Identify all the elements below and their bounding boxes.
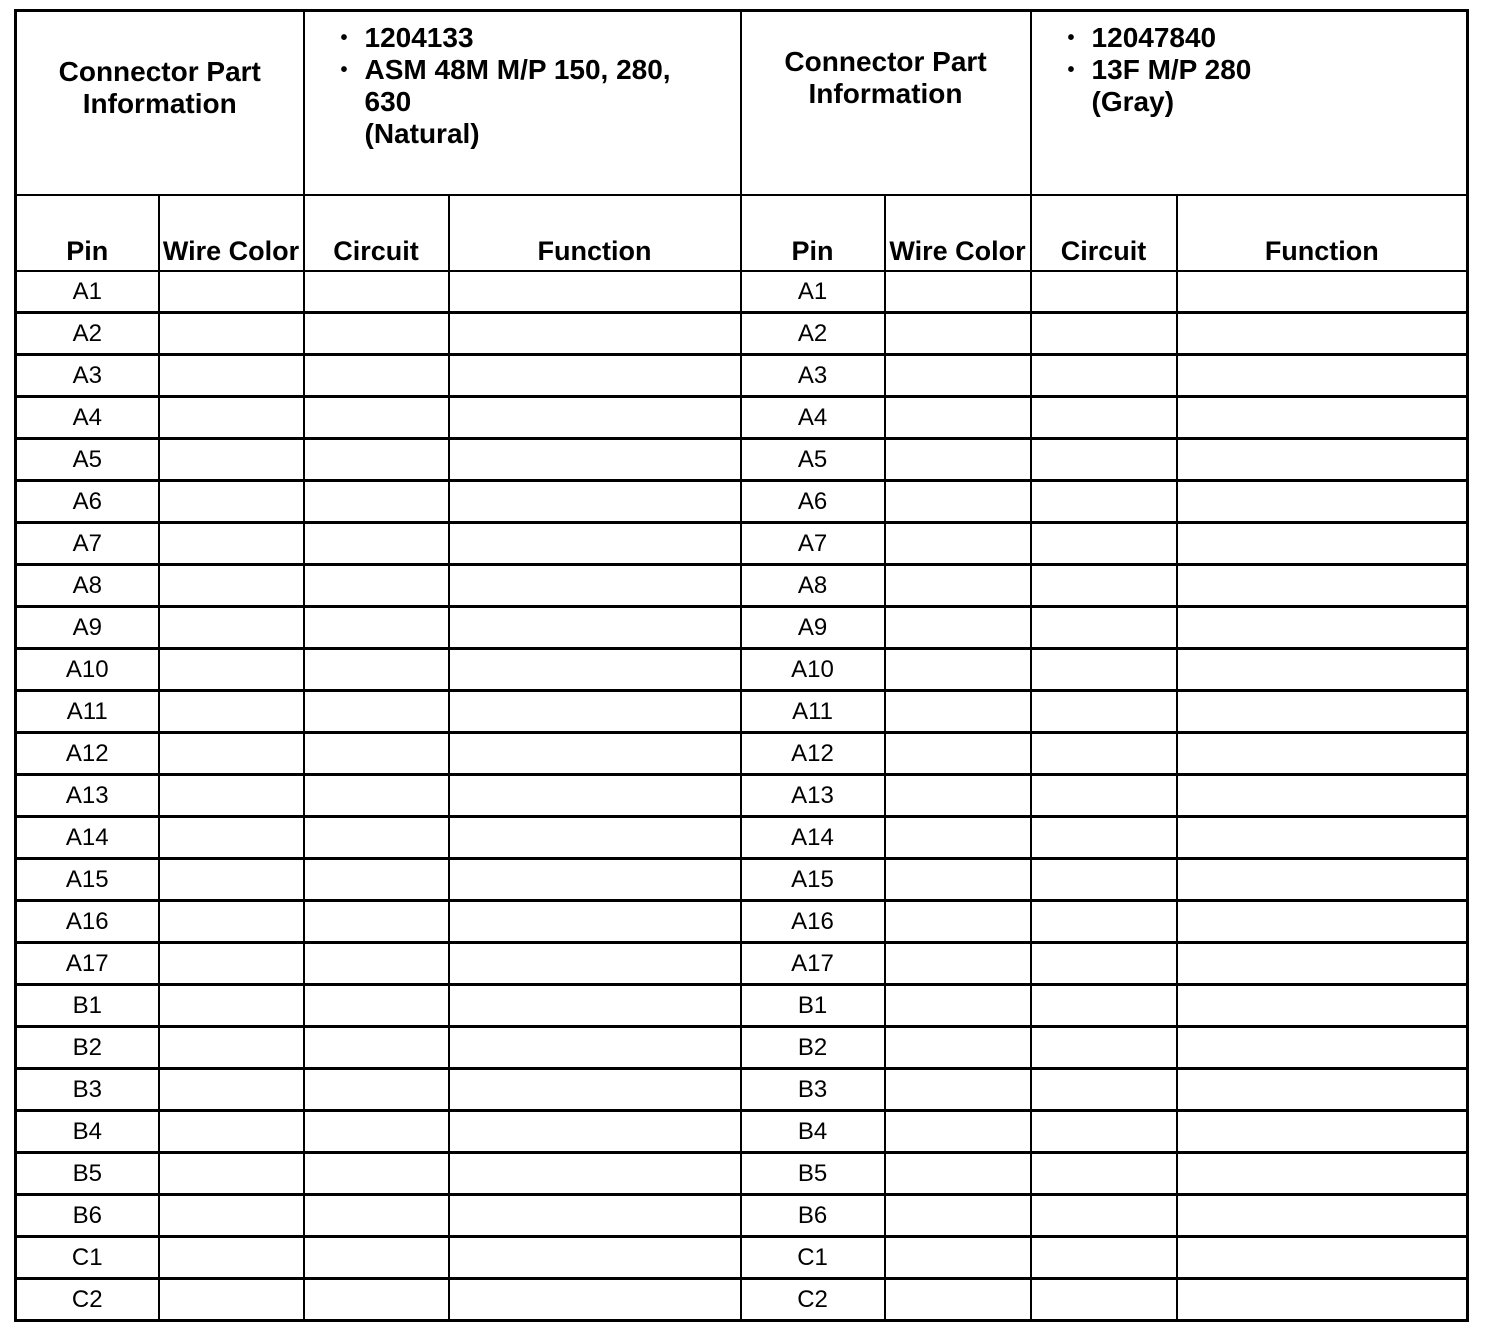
wire-color-cell-right <box>885 565 1031 607</box>
function-cell-right <box>1177 691 1468 733</box>
pin-cell-right: A1 <box>741 271 885 313</box>
part-detail-text: 1204133 <box>364 22 474 53</box>
wire-color-cell-left <box>159 565 304 607</box>
bullet-icon: • <box>1067 27 1075 49</box>
pin-cell-right: A5 <box>741 439 885 481</box>
circuit-cell-left <box>304 985 449 1027</box>
circuit-cell-right <box>1031 733 1177 775</box>
pin-cell-left: B4 <box>16 1111 159 1153</box>
header-function-left: Function <box>449 195 741 271</box>
column-header-row <box>16 195 1468 271</box>
circuit-cell-right <box>1031 481 1177 523</box>
wire-color-cell-right <box>885 313 1031 355</box>
wire-color-cell-left <box>159 733 304 775</box>
function-cell-right <box>1177 1195 1468 1237</box>
circuit-cell-right <box>1031 1279 1177 1321</box>
circuit-cell-left <box>304 1153 449 1195</box>
wire-color-cell-left <box>159 523 304 565</box>
wire-color-cell-right <box>885 859 1031 901</box>
bullet-icon: • <box>340 59 348 81</box>
wire-color-cell-left <box>159 1069 304 1111</box>
pin-cell-right: B5 <box>741 1153 885 1195</box>
pin-cell-right: B4 <box>741 1111 885 1153</box>
circuit-cell-left <box>304 901 449 943</box>
part-detail-text: (Gray) <box>1091 86 1175 117</box>
table-row <box>16 481 1468 523</box>
function-cell-right <box>1177 817 1468 859</box>
wire-color-cell-left <box>159 397 304 439</box>
circuit-cell-right <box>1031 1027 1177 1069</box>
pin-cell-right: A16 <box>741 901 885 943</box>
pin-cell-right: A6 <box>741 481 885 523</box>
pin-cell-left: A4 <box>16 397 159 439</box>
pin-cell-right: A8 <box>741 565 885 607</box>
circuit-cell-left <box>304 1111 449 1153</box>
wire-color-cell-left <box>159 901 304 943</box>
header-pin-right: Pin <box>741 195 885 271</box>
function-cell-right <box>1177 1111 1468 1153</box>
wire-color-cell-right <box>885 733 1031 775</box>
pin-cell-left: A15 <box>16 859 159 901</box>
pin-cell-left: A5 <box>16 439 159 481</box>
function-cell-right <box>1177 607 1468 649</box>
circuit-cell-left <box>304 523 449 565</box>
wire-color-cell-right <box>885 1069 1031 1111</box>
circuit-cell-right <box>1031 943 1177 985</box>
function-cell-left <box>449 271 741 313</box>
part-detail-line <box>341 118 740 150</box>
function-cell-left <box>449 1153 741 1195</box>
table-row <box>16 1069 1468 1111</box>
table-row <box>16 1027 1468 1069</box>
pin-cell-left: A14 <box>16 817 159 859</box>
function-cell-left <box>449 355 741 397</box>
part-detail-text: 13F M/P 280 <box>1091 54 1252 85</box>
table-row <box>16 649 1468 691</box>
header-circuit-left: Circuit <box>304 195 449 271</box>
circuit-cell-right <box>1031 355 1177 397</box>
circuit-cell-right <box>1031 271 1177 313</box>
function-cell-left <box>449 1111 741 1153</box>
part-detail-text: 12047840 <box>1091 22 1217 53</box>
circuit-cell-left <box>304 481 449 523</box>
pin-cell-left: A7 <box>16 523 159 565</box>
circuit-cell-left <box>304 943 449 985</box>
wire-color-cell-right <box>885 943 1031 985</box>
pin-cell-right: A15 <box>741 859 885 901</box>
circuit-cell-right <box>1031 1153 1177 1195</box>
pin-cell-left: A17 <box>16 943 159 985</box>
wire-color-cell-left <box>159 271 304 313</box>
table-row <box>16 355 1468 397</box>
wire-color-cell-left <box>159 985 304 1027</box>
table-row <box>16 985 1468 1027</box>
function-cell-right <box>1177 313 1468 355</box>
function-cell-left <box>449 733 741 775</box>
header-circuit-right: Circuit <box>1031 195 1177 271</box>
table-row <box>16 733 1468 775</box>
circuit-cell-left <box>304 817 449 859</box>
function-cell-left <box>449 397 741 439</box>
wire-color-cell-left <box>159 943 304 985</box>
table-row <box>16 775 1468 817</box>
circuit-cell-right <box>1031 565 1177 607</box>
pin-cell-left: A10 <box>16 649 159 691</box>
function-cell-right <box>1177 523 1468 565</box>
wire-color-cell-left <box>159 1195 304 1237</box>
pin-cell-left: A1 <box>16 271 159 313</box>
wire-color-cell-right <box>885 1153 1031 1195</box>
pin-cell-right: A11 <box>741 691 885 733</box>
table-row <box>16 859 1468 901</box>
pin-cell-left: B3 <box>16 1069 159 1111</box>
wire-color-cell-left <box>159 859 304 901</box>
pin-cell-right: A9 <box>741 607 885 649</box>
wire-color-cell-right <box>885 901 1031 943</box>
pin-cell-left: B2 <box>16 1027 159 1069</box>
table-row <box>16 901 1468 943</box>
function-cell-right <box>1177 733 1468 775</box>
pin-cell-right: A17 <box>741 943 885 985</box>
function-cell-right <box>1177 901 1468 943</box>
table-row <box>16 523 1468 565</box>
function-cell-left <box>449 313 741 355</box>
wire-color-cell-right <box>885 775 1031 817</box>
function-cell-right <box>1177 1027 1468 1069</box>
pin-cell-right: B6 <box>741 1195 885 1237</box>
table-row <box>16 1111 1468 1153</box>
pin-cell-left: A11 <box>16 691 159 733</box>
wire-color-cell-left <box>159 439 304 481</box>
circuit-cell-right <box>1031 859 1177 901</box>
pin-cell-left: A6 <box>16 481 159 523</box>
table-row <box>16 943 1468 985</box>
circuit-cell-left <box>304 439 449 481</box>
wire-color-cell-left <box>159 1111 304 1153</box>
wire-color-cell-right <box>885 439 1031 481</box>
connector-part-details-right <box>1031 11 1468 196</box>
circuit-cell-right <box>1031 985 1177 1027</box>
pin-cell-right: A12 <box>741 733 885 775</box>
pin-cell-right: B2 <box>741 1027 885 1069</box>
function-cell-left <box>449 439 741 481</box>
circuit-cell-right <box>1031 817 1177 859</box>
pin-cell-left: A2 <box>16 313 159 355</box>
circuit-cell-right <box>1031 1069 1177 1111</box>
circuit-cell-left <box>304 775 449 817</box>
part-detail-line <box>1068 54 1467 86</box>
table-row <box>16 313 1468 355</box>
circuit-cell-right <box>1031 397 1177 439</box>
table-row <box>16 817 1468 859</box>
function-cell-left <box>449 817 741 859</box>
table-row <box>16 397 1468 439</box>
function-cell-left <box>449 691 741 733</box>
bullet-icon: • <box>1067 59 1075 81</box>
wire-color-cell-right <box>885 481 1031 523</box>
circuit-cell-right <box>1031 313 1177 355</box>
part-detail-text: ASM 48M M/P 150, 280, <box>364 54 671 85</box>
circuit-cell-right <box>1031 439 1177 481</box>
wire-color-cell-right <box>885 817 1031 859</box>
header-wire-color-right: Wire Color <box>885 195 1031 271</box>
circuit-cell-left <box>304 607 449 649</box>
function-cell-right <box>1177 775 1468 817</box>
function-cell-left <box>449 523 741 565</box>
function-cell-right <box>1177 1237 1468 1279</box>
function-cell-left <box>449 943 741 985</box>
wire-color-cell-right <box>885 985 1031 1027</box>
function-cell-left <box>449 1237 741 1279</box>
function-cell-right <box>1177 943 1468 985</box>
wire-color-cell-left <box>159 1279 304 1321</box>
connector-part-details-left <box>304 11 741 196</box>
function-cell-left <box>449 1069 741 1111</box>
wire-color-cell-left <box>159 481 304 523</box>
function-cell-right <box>1177 649 1468 691</box>
circuit-cell-left <box>304 397 449 439</box>
function-cell-right <box>1177 1153 1468 1195</box>
pin-cell-right: B3 <box>741 1069 885 1111</box>
function-cell-left <box>449 649 741 691</box>
wire-color-cell-left <box>159 691 304 733</box>
part-detail-line <box>341 54 740 86</box>
function-cell-right <box>1177 565 1468 607</box>
table-row <box>16 1195 1468 1237</box>
header-function-right: Function <box>1177 195 1468 271</box>
connector-part-info-label-left: Connector Part Information <box>16 11 304 196</box>
pin-cell-right: B1 <box>741 985 885 1027</box>
part-detail-line <box>341 86 740 118</box>
table-row <box>16 1153 1468 1195</box>
pin-cell-left: A8 <box>16 565 159 607</box>
pin-cell-right: C2 <box>741 1279 885 1321</box>
circuit-cell-right <box>1031 901 1177 943</box>
circuit-cell-right <box>1031 607 1177 649</box>
part-detail-line <box>341 22 740 54</box>
function-cell-right <box>1177 439 1468 481</box>
wire-color-cell-left <box>159 1153 304 1195</box>
circuit-cell-right <box>1031 691 1177 733</box>
table-row <box>16 691 1468 733</box>
wire-color-cell-right <box>885 397 1031 439</box>
pin-cell-left: B1 <box>16 985 159 1027</box>
header-wire-color-left: Wire Color <box>159 195 304 271</box>
circuit-cell-left <box>304 565 449 607</box>
function-cell-right <box>1177 397 1468 439</box>
function-cell-right <box>1177 271 1468 313</box>
pin-cell-left: A13 <box>16 775 159 817</box>
table-row <box>16 565 1468 607</box>
function-cell-left <box>449 565 741 607</box>
part-detail-line <box>1068 86 1467 118</box>
pin-cell-left: A16 <box>16 901 159 943</box>
pin-cell-left: C2 <box>16 1279 159 1321</box>
circuit-cell-right <box>1031 1237 1177 1279</box>
circuit-cell-left <box>304 355 449 397</box>
function-cell-right <box>1177 1069 1468 1111</box>
wire-color-cell-right <box>885 355 1031 397</box>
pin-cell-right: A3 <box>741 355 885 397</box>
table-row <box>16 607 1468 649</box>
table-row <box>16 1279 1468 1321</box>
circuit-cell-left <box>304 1237 449 1279</box>
pin-cell-right: A14 <box>741 817 885 859</box>
pin-cell-left: B6 <box>16 1195 159 1237</box>
part-detail-text: (Natural) <box>364 118 480 149</box>
wire-color-cell-left <box>159 607 304 649</box>
connector-part-info-label-right: Connector Part Information <box>741 11 1031 196</box>
connector-pinout-table <box>14 9 1469 1322</box>
circuit-cell-left <box>304 1279 449 1321</box>
wire-color-cell-right <box>885 649 1031 691</box>
pin-cell-left: A9 <box>16 607 159 649</box>
wire-color-cell-left <box>159 817 304 859</box>
circuit-cell-right <box>1031 523 1177 565</box>
part-detail-text: 630 <box>364 86 412 117</box>
circuit-cell-right <box>1031 649 1177 691</box>
wire-color-cell-left <box>159 649 304 691</box>
connector-info-row <box>16 11 1468 196</box>
function-cell-left <box>449 1279 741 1321</box>
function-cell-right <box>1177 985 1468 1027</box>
wire-color-cell-left <box>159 313 304 355</box>
circuit-cell-right <box>1031 775 1177 817</box>
wire-color-cell-left <box>159 1027 304 1069</box>
circuit-cell-left <box>304 1195 449 1237</box>
circuit-cell-left <box>304 1069 449 1111</box>
bullet-icon: • <box>340 27 348 49</box>
function-cell-left <box>449 985 741 1027</box>
table-row <box>16 271 1468 313</box>
part-detail-line <box>1068 22 1467 54</box>
wire-color-cell-right <box>885 523 1031 565</box>
table-row <box>16 1237 1468 1279</box>
wire-color-cell-right <box>885 1111 1031 1153</box>
pin-cell-left: A12 <box>16 733 159 775</box>
function-cell-left <box>449 607 741 649</box>
table-row <box>16 439 1468 481</box>
circuit-cell-right <box>1031 1111 1177 1153</box>
pin-cell-right: A4 <box>741 397 885 439</box>
pin-cell-left: C1 <box>16 1237 159 1279</box>
wire-color-cell-right <box>885 1237 1031 1279</box>
wire-color-cell-left <box>159 775 304 817</box>
function-cell-right <box>1177 1279 1468 1321</box>
pin-cell-left: A3 <box>16 355 159 397</box>
circuit-cell-left <box>304 733 449 775</box>
pin-cell-right: A10 <box>741 649 885 691</box>
circuit-cell-left <box>304 649 449 691</box>
function-cell-left <box>449 481 741 523</box>
wire-color-cell-right <box>885 1027 1031 1069</box>
wire-color-cell-right <box>885 271 1031 313</box>
function-cell-right <box>1177 481 1468 523</box>
wire-color-cell-right <box>885 1279 1031 1321</box>
pin-cell-right: A2 <box>741 313 885 355</box>
wire-color-cell-right <box>885 1195 1031 1237</box>
circuit-cell-left <box>304 859 449 901</box>
wire-color-cell-left <box>159 1237 304 1279</box>
circuit-cell-left <box>304 691 449 733</box>
pin-cell-right: A13 <box>741 775 885 817</box>
pin-cell-right: C1 <box>741 1237 885 1279</box>
function-cell-left <box>449 901 741 943</box>
function-cell-left <box>449 1195 741 1237</box>
wire-color-cell-right <box>885 607 1031 649</box>
wire-color-cell-right <box>885 691 1031 733</box>
circuit-cell-left <box>304 1027 449 1069</box>
wire-color-cell-left <box>159 355 304 397</box>
function-cell-right <box>1177 355 1468 397</box>
pin-cell-right: A7 <box>741 523 885 565</box>
function-cell-left <box>449 1027 741 1069</box>
circuit-cell-right <box>1031 1195 1177 1237</box>
pin-cell-left: B5 <box>16 1153 159 1195</box>
function-cell-left <box>449 775 741 817</box>
circuit-cell-left <box>304 271 449 313</box>
function-cell-left <box>449 859 741 901</box>
header-pin-left: Pin <box>16 195 159 271</box>
function-cell-right <box>1177 859 1468 901</box>
circuit-cell-left <box>304 313 449 355</box>
